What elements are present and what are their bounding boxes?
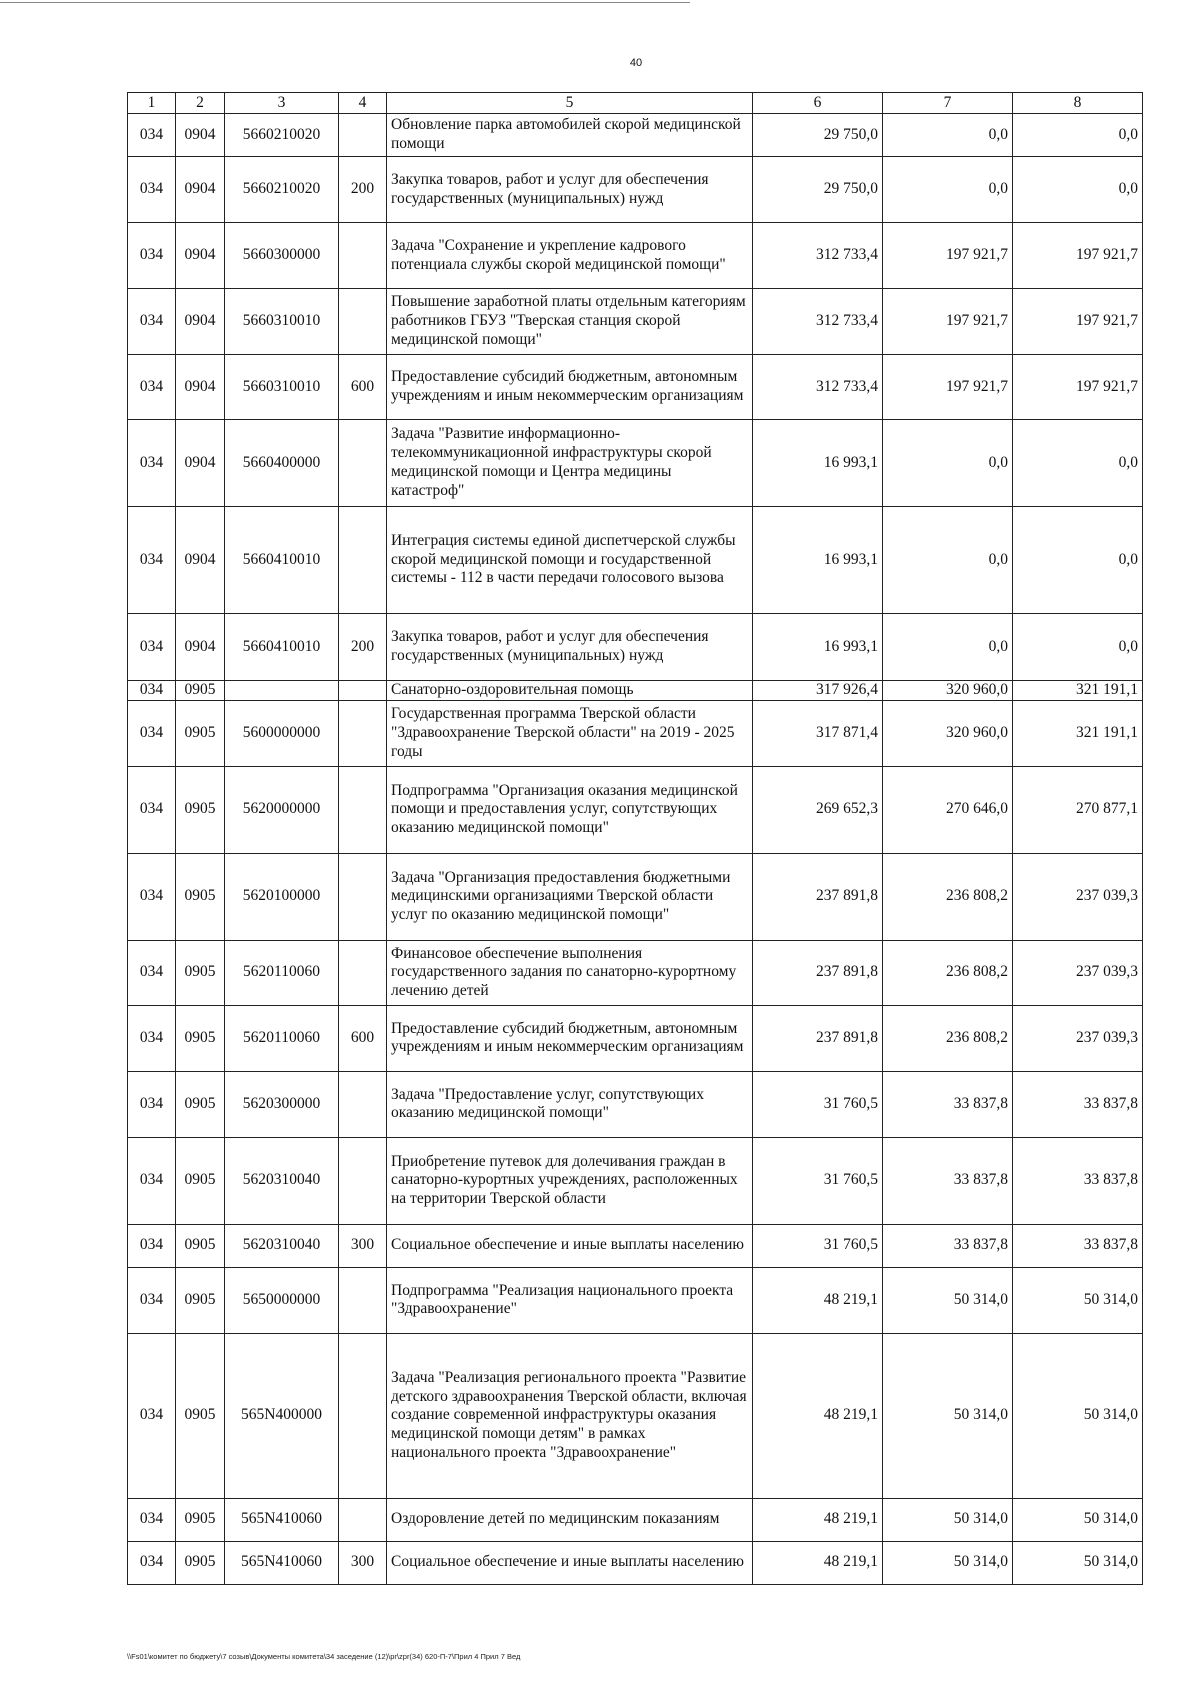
amount-col8-cell: 50 314,0 <box>1013 1333 1143 1498</box>
ministry-code-cell: 034 <box>128 507 176 614</box>
target-article-cell: 5620110060 <box>225 1005 339 1071</box>
expense-type-cell <box>339 507 387 614</box>
item-name-cell: Оздоровление детей по медицинским показаниям <box>387 1498 753 1541</box>
section-code-cell: 0905 <box>176 1333 225 1498</box>
ministry-code-cell: 034 <box>128 681 176 701</box>
table-row <box>128 614 1143 681</box>
amount-col6-cell: 237 891,8 <box>753 1005 883 1071</box>
footer-file-path: \\Fs01\комитет по бюджету\7 созыв\Документы комитета\34 заседение (12)\pr\zpr(34) 620-П-7\Прил 4 Прил 7 Вед <box>127 1652 521 1661</box>
amount-col7-cell: 33 837,8 <box>883 1137 1013 1224</box>
expense-type-cell: 300 <box>339 1224 387 1267</box>
ministry-code-cell: 034 <box>128 1071 176 1137</box>
expense-type-cell: 600 <box>339 1005 387 1071</box>
ministry-code-cell: 034 <box>128 1541 176 1584</box>
amount-col8-cell: 0,0 <box>1013 114 1143 157</box>
table-row <box>128 223 1143 289</box>
amount-col7-cell: 0,0 <box>883 114 1013 157</box>
amount-col7-cell: 236 808,2 <box>883 1005 1013 1071</box>
amount-col8-cell: 33 837,8 <box>1013 1224 1143 1267</box>
expense-type-cell <box>339 940 387 1005</box>
target-article-cell: 5650000000 <box>225 1267 339 1333</box>
amount-col6-cell: 48 219,1 <box>753 1498 883 1541</box>
table-row <box>128 940 1143 1005</box>
section-code-cell: 0904 <box>176 223 225 289</box>
item-name-cell: Приобретение путевок для долечивания граждан в санаторно-курортных учреждениях, расположенных на территории Тверской области <box>387 1137 753 1224</box>
table-row <box>128 1071 1143 1137</box>
table-body <box>128 114 1143 1585</box>
amount-col7-cell: 50 314,0 <box>883 1498 1013 1541</box>
section-code-cell: 0905 <box>176 700 225 766</box>
amount-col6-cell: 31 760,5 <box>753 1224 883 1267</box>
ministry-code-cell: 034 <box>128 700 176 766</box>
target-article-cell: 5620310040 <box>225 1224 339 1267</box>
table-row <box>128 1267 1143 1333</box>
target-article-cell: 5660310010 <box>225 355 339 420</box>
amount-col7-cell: 50 314,0 <box>883 1541 1013 1584</box>
amount-col8-cell: 197 921,7 <box>1013 355 1143 420</box>
column-header: 8 <box>1013 93 1143 114</box>
expense-type-cell <box>339 700 387 766</box>
item-name-cell: Социальное обеспечение и иные выплаты населению <box>387 1541 753 1584</box>
ministry-code-cell: 034 <box>128 1137 176 1224</box>
amount-col8-cell: 33 837,8 <box>1013 1137 1143 1224</box>
table-row <box>128 1137 1143 1224</box>
amount-col7-cell: 197 921,7 <box>883 355 1013 420</box>
item-name-cell: Социальное обеспечение и иные выплаты населению <box>387 1224 753 1267</box>
item-name-cell: Закупка товаров, работ и услуг для обеспечения государственных (муниципальных) нужд <box>387 157 753 223</box>
table-header-row <box>128 93 1143 114</box>
amount-col6-cell: 48 219,1 <box>753 1333 883 1498</box>
section-code-cell: 0905 <box>176 681 225 701</box>
item-name-cell: Подпрограмма "Организация оказания медицинской помощи и предоставления услуг, сопутствующих оказанию медицинской помощи" <box>387 766 753 853</box>
column-header: 1 <box>128 93 176 114</box>
item-name-cell: Предоставление субсидий бюджетным, автономным учреждениям и иным некоммерческим организациям <box>387 1005 753 1071</box>
target-article-cell: 5660210020 <box>225 157 339 223</box>
section-code-cell: 0904 <box>176 114 225 157</box>
section-code-cell: 0904 <box>176 157 225 223</box>
item-name-cell: Закупка товаров, работ и услуг для обеспечения государственных (муниципальных) нужд <box>387 614 753 681</box>
amount-col7-cell: 236 808,2 <box>883 940 1013 1005</box>
expense-type-cell <box>339 681 387 701</box>
table-row <box>128 420 1143 507</box>
table-row <box>128 700 1143 766</box>
ministry-code-cell: 034 <box>128 614 176 681</box>
expense-type-cell: 200 <box>339 157 387 223</box>
amount-col6-cell: 31 760,5 <box>753 1137 883 1224</box>
section-code-cell: 0904 <box>176 507 225 614</box>
section-code-cell: 0905 <box>176 853 225 940</box>
table-row <box>128 289 1143 355</box>
item-name-cell: Финансовое обеспечение выполнения государственного задания по санаторно-курортному лечению детей <box>387 940 753 1005</box>
amount-col6-cell: 312 733,4 <box>753 289 883 355</box>
target-article-cell: 5660210020 <box>225 114 339 157</box>
table-row <box>128 681 1143 701</box>
table-row <box>128 114 1143 157</box>
amount-col6-cell: 16 993,1 <box>753 614 883 681</box>
target-article-cell: 5620310040 <box>225 1137 339 1224</box>
item-name-cell: Подпрограмма "Реализация национального проекта "Здравоохранение" <box>387 1267 753 1333</box>
amount-col6-cell: 317 871,4 <box>753 700 883 766</box>
item-name-cell: Государственная программа Тверской области "Здравоохранение Тверской области" на 2019 - 2025 годы <box>387 700 753 766</box>
amount-col6-cell: 16 993,1 <box>753 507 883 614</box>
expense-type-cell <box>339 1498 387 1541</box>
amount-col7-cell: 50 314,0 <box>883 1267 1013 1333</box>
table-row <box>128 1005 1143 1071</box>
amount-col7-cell: 33 837,8 <box>883 1071 1013 1137</box>
target-article-cell: 5660410010 <box>225 614 339 681</box>
amount-col6-cell: 48 219,1 <box>753 1541 883 1584</box>
item-name-cell: Предоставление субсидий бюджетным, автономным учреждениям и иным некоммерческим организациям <box>387 355 753 420</box>
amount-col8-cell: 50 314,0 <box>1013 1267 1143 1333</box>
table-row <box>128 507 1143 614</box>
section-code-cell: 0905 <box>176 1541 225 1584</box>
item-name-cell: Задача "Сохранение и укрепление кадрового потенциала службы скорой медицинской помощи" <box>387 223 753 289</box>
amount-col6-cell: 29 750,0 <box>753 157 883 223</box>
section-code-cell: 0905 <box>176 1267 225 1333</box>
amount-col8-cell: 0,0 <box>1013 614 1143 681</box>
table-row <box>128 1498 1143 1541</box>
amount-col7-cell: 33 837,8 <box>883 1224 1013 1267</box>
table-row <box>128 1541 1143 1584</box>
target-article-cell: 5660300000 <box>225 223 339 289</box>
amount-col6-cell: 269 652,3 <box>753 766 883 853</box>
amount-col7-cell: 0,0 <box>883 420 1013 507</box>
amount-col8-cell: 321 191,1 <box>1013 700 1143 766</box>
amount-col7-cell: 0,0 <box>883 614 1013 681</box>
item-name-cell: Санаторно-оздоровительная помощь <box>387 681 753 701</box>
amount-col8-cell: 237 039,3 <box>1013 940 1143 1005</box>
ministry-code-cell: 034 <box>128 114 176 157</box>
amount-col8-cell: 237 039,3 <box>1013 1005 1143 1071</box>
expense-type-cell <box>339 766 387 853</box>
expense-type-cell <box>339 1137 387 1224</box>
expense-type-cell <box>339 114 387 157</box>
section-code-cell: 0905 <box>176 1005 225 1071</box>
amount-col8-cell: 197 921,7 <box>1013 223 1143 289</box>
amount-col6-cell: 237 891,8 <box>753 940 883 1005</box>
column-header: 3 <box>225 93 339 114</box>
amount-col6-cell: 317 926,4 <box>753 681 883 701</box>
column-header: 6 <box>753 93 883 114</box>
amount-col7-cell: 270 646,0 <box>883 766 1013 853</box>
amount-col6-cell: 29 750,0 <box>753 114 883 157</box>
amount-col6-cell: 312 733,4 <box>753 223 883 289</box>
amount-col8-cell: 237 039,3 <box>1013 853 1143 940</box>
amount-col8-cell: 0,0 <box>1013 507 1143 614</box>
amount-col6-cell: 31 760,5 <box>753 1071 883 1137</box>
section-code-cell: 0904 <box>176 289 225 355</box>
amount-col7-cell: 0,0 <box>883 157 1013 223</box>
amount-col6-cell: 237 891,8 <box>753 853 883 940</box>
ministry-code-cell: 034 <box>128 1267 176 1333</box>
ministry-code-cell: 034 <box>128 1498 176 1541</box>
target-article-cell <box>225 681 339 701</box>
expense-type-cell <box>339 289 387 355</box>
target-article-cell: 5620110060 <box>225 940 339 1005</box>
ministry-code-cell: 034 <box>128 157 176 223</box>
item-name-cell: Задача "Организация предоставления бюджетными медицинскими организациями Тверской области услуг по оказанию медицинской помощи" <box>387 853 753 940</box>
item-name-cell: Интеграция системы единой диспетчерской службы скорой медицинской помощи и государственной системы - 112 в части передачи голосового вызова <box>387 507 753 614</box>
section-code-cell: 0905 <box>176 1137 225 1224</box>
top-scan-rule <box>0 2 690 3</box>
ministry-code-cell: 034 <box>128 1333 176 1498</box>
ministry-code-cell: 034 <box>128 853 176 940</box>
target-article-cell: 5660410010 <box>225 507 339 614</box>
section-code-cell: 0905 <box>176 1071 225 1137</box>
table-row <box>128 853 1143 940</box>
expense-type-cell <box>339 1333 387 1498</box>
target-article-cell: 5660310010 <box>225 289 339 355</box>
table-row <box>128 157 1143 223</box>
page-number: 40 <box>629 57 643 69</box>
amount-col7-cell: 236 808,2 <box>883 853 1013 940</box>
table-row <box>128 766 1143 853</box>
ministry-code-cell: 034 <box>128 420 176 507</box>
amount-col8-cell: 50 314,0 <box>1013 1498 1143 1541</box>
target-article-cell: 5620100000 <box>225 853 339 940</box>
section-code-cell: 0905 <box>176 1498 225 1541</box>
amount-col6-cell: 312 733,4 <box>753 355 883 420</box>
expense-type-cell <box>339 1071 387 1137</box>
amount-col7-cell: 50 314,0 <box>883 1333 1013 1498</box>
ministry-code-cell: 034 <box>128 1005 176 1071</box>
section-code-cell: 0904 <box>176 420 225 507</box>
amount-col6-cell: 48 219,1 <box>753 1267 883 1333</box>
ministry-code-cell: 034 <box>128 940 176 1005</box>
target-article-cell: 5660400000 <box>225 420 339 507</box>
section-code-cell: 0905 <box>176 940 225 1005</box>
column-header: 7 <box>883 93 1013 114</box>
amount-col7-cell: 197 921,7 <box>883 223 1013 289</box>
amount-col7-cell: 320 960,0 <box>883 700 1013 766</box>
expense-type-cell <box>339 223 387 289</box>
column-header: 2 <box>176 93 225 114</box>
ministry-code-cell: 034 <box>128 1224 176 1267</box>
section-code-cell: 0905 <box>176 1224 225 1267</box>
expense-type-cell: 200 <box>339 614 387 681</box>
table-row <box>128 1333 1143 1498</box>
amount-col8-cell: 0,0 <box>1013 157 1143 223</box>
target-article-cell: 565N410060 <box>225 1541 339 1584</box>
item-name-cell: Задача "Развитие информационно-телекоммуникационной инфраструктуры скорой медицинской помощи и Центра медицины катастроф" <box>387 420 753 507</box>
item-name-cell: Обновление парка автомобилей скорой медицинской помощи <box>387 114 753 157</box>
amount-col7-cell: 320 960,0 <box>883 681 1013 701</box>
target-article-cell: 565N400000 <box>225 1333 339 1498</box>
ministry-code-cell: 034 <box>128 355 176 420</box>
ministry-code-cell: 034 <box>128 289 176 355</box>
section-code-cell: 0905 <box>176 766 225 853</box>
amount-col8-cell: 50 314,0 <box>1013 1541 1143 1584</box>
target-article-cell: 5620000000 <box>225 766 339 853</box>
expense-type-cell <box>339 1267 387 1333</box>
section-code-cell: 0904 <box>176 355 225 420</box>
expense-type-cell: 600 <box>339 355 387 420</box>
target-article-cell: 5620300000 <box>225 1071 339 1137</box>
ministry-code-cell: 034 <box>128 223 176 289</box>
amount-col8-cell: 0,0 <box>1013 420 1143 507</box>
expense-type-cell <box>339 420 387 507</box>
column-header: 4 <box>339 93 387 114</box>
item-name-cell: Повышение заработной платы отдельным категориям работников ГБУЗ "Тверская станция скорой медицинской помощи" <box>387 289 753 355</box>
column-header: 5 <box>387 93 753 114</box>
section-code-cell: 0904 <box>176 614 225 681</box>
target-article-cell: 565N410060 <box>225 1498 339 1541</box>
amount-col8-cell: 270 877,1 <box>1013 766 1143 853</box>
expense-type-cell <box>339 853 387 940</box>
amount-col8-cell: 321 191,1 <box>1013 681 1143 701</box>
target-article-cell: 5600000000 <box>225 700 339 766</box>
amount-col8-cell: 197 921,7 <box>1013 289 1143 355</box>
expense-type-cell: 300 <box>339 1541 387 1584</box>
ministry-code-cell: 034 <box>128 766 176 853</box>
amount-col8-cell: 33 837,8 <box>1013 1071 1143 1137</box>
item-name-cell: Задача "Предоставление услуг, сопутствующих оказанию медицинской помощи" <box>387 1071 753 1137</box>
table-row <box>128 355 1143 420</box>
item-name-cell: Задача "Реализация регионального проекта "Развитие детского здравоохранения Тверской области, включая создание современной инфраструктуры оказания медицинской помощи детям" в рамках национального проекта "Здравоохранение" <box>387 1333 753 1498</box>
table-row <box>128 1224 1143 1267</box>
amount-col7-cell: 197 921,7 <box>883 289 1013 355</box>
budget-table <box>127 92 1143 1585</box>
amount-col7-cell: 0,0 <box>883 507 1013 614</box>
amount-col6-cell: 16 993,1 <box>753 420 883 507</box>
